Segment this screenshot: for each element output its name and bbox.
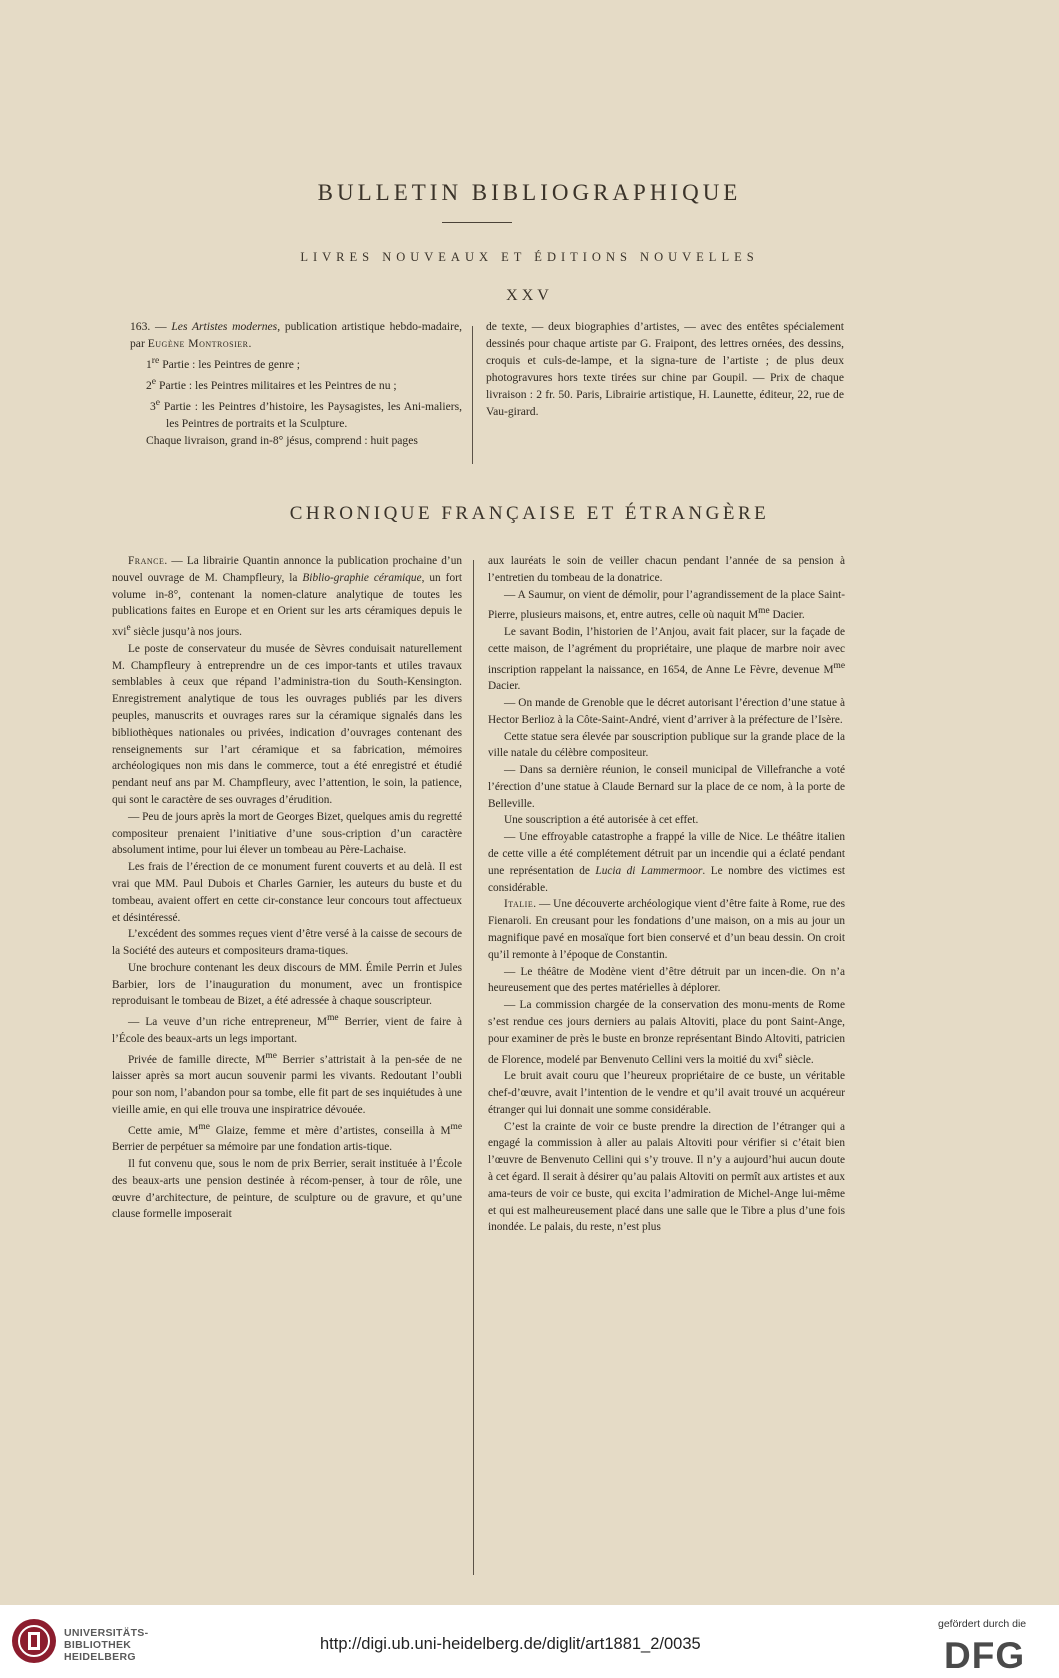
- paragraph: de texte, — deux biographies d’artistes, — avec des entêtes spécialement dessinés pour chaque artiste par G. Fraipont, des lettres ornées, des dessins, croquis et culs-de-lampe, et la signa-ture de l’artiste ; de plus deux photogravures hors texte tirées sur chine par Goupil. — Prix de chaque livraison : 2 fr. 50. Paris, Librairie artistique, H. Launette, éditeur, 22, rue de Vau-girard.: [486, 320, 844, 418]
- bulletin-title: BULLETIN BIBLIOGRAPHIQUE: [317, 180, 742, 205]
- paragraph: — Le théâtre de Modène vient d’être détruit par un incen-die. On n’a heureusement que des pertes matérielles à déplorer.: [488, 965, 845, 995]
- column-divider: [472, 326, 473, 464]
- paragraph: 1re Partie : les Peintres de genre ;: [146, 355, 301, 371]
- institution-name: [64, 1627, 148, 1663]
- university-seal-icon: [10, 1617, 58, 1665]
- paragraph: Le bruit avait couru que l’heureux propriétaire de ce buste, un véritable chef-d’œuvre, avait l’intention de le vendre et qu’il avait trouvé un acquéreur étranger qui lui donnait une somme considérable.: [488, 1070, 845, 1116]
- paragraph: — Dans sa dernière réunion, le conseil municipal de Villefranche a voté l’érection d’une statue à Claude Bernard sur la place de ce nom, à la porte de Belleville.: [488, 764, 845, 810]
- paragraph: — La commission chargée de la conservation des monu-ments de Rome s’est rendue ces jours derniers au palais Altoviti, place du pont Saint-Ange, pour examiner de près le buste en bronze représentant Bindo Altoviti, patricien de Florence, modelé par Benvenuto Cellini vers la moitié du xvi$^e$ siècle.: [488, 999, 845, 1066]
- paragraph: Privée de famille directe, $M^{me}$ Berrier s’attristait à la pen-sée de ne laisser après sa mort aucun souvenir parmi les vivants. Redoutant l’oubli pour son nom, l’abandon pour sa tombe, elle fit part de ses inquiétudes à une vieille amie, en qui elle trouva une inspiratrice dévouée.: [112, 1050, 462, 1116]
- paragraph: Il fut convenu que, sous le nom de prix Berrier, serait instituée à l’École des beaux-arts une pension destinée à récom-penser, à tour de rôle, une œuvre d’architecture, de peinture, de sculpture ou de gravure, et qu’une clause formelle imposerait: [112, 1157, 462, 1221]
- paragraph: 3e Partie : les Peintres d’histoire, les Paysagistes, les Ani-maliers, les Peintres de portraits et la Sculpture.: [150, 396, 462, 430]
- paragraph: Le poste de conservateur du musée de Sèvres conduisait naturellement M. Champfleury à entreprendre un de ces impor-tants et utiles travaux semblables à ceux que répand l’administra-tion du South-Kensington. Enregistrement analytique de tous les ouvrages publiés par les divers peuples, manuscrits et ouvrages rares sur la céramique signalés dans les bibliothèques nationales ou privées, indication d’ouvrages contenant des renseignements sur l’art céramique et sa fabrication, mémoires archéologiques non mis dans le commerce, tout a été enregistré et étudié pendant neuf ans par M. Champfleury, avec l’attention, le soin, la patience, qui sont le caractère de ses ouvrages d’érudition.: [112, 642, 462, 806]
- title-divider: [442, 222, 512, 223]
- bulletin-number: XXV: [506, 287, 553, 304]
- paragraph: Cette amie, $M^{me}$ Glaize, femme et mère d’artistes, conseilla à $M^{me}$ Berrier de perpétuer sa mémoire par une fondation artis-tique.: [112, 1121, 463, 1154]
- dfg-logo: DFG: [944, 1635, 1026, 1676]
- paragraph: L’excédent des sommes reçues vient d’être versé à la caisse de secours de la Société des auteurs et compositeurs drama-tiques.: [112, 928, 462, 958]
- paragraph: Chaque livraison, grand in-8° jésus, comprend : huit pages: [146, 433, 418, 447]
- institution-line: HEIDELBERG: [64, 1651, 136, 1663]
- paragraph: 2e Partie : les Peintres militaires et les Peintres de nu ;: [146, 375, 397, 392]
- bibliography-left-column: [130, 318, 462, 449]
- paragraph: C’est la crainte de voir ce buste prendre la direction de l’étranger qui a engagé la commission à aller au palais Altoviti pour vérifier si c’était bien l’œuvre de Benvenuto Cellini qui s’y trouve. Il n’y a aujourd’hui aucun doute à cet égard. Il serait à désirer qu’au palais Altoviti on permît aux artistes et aux ama-teurs de voir ce buste, qui excita l’admiration de Michel-Ange lui-même et qui est malheureusement placé dans une salle que le Tibre a plus d’une fois inondée. Le palais, du reste, n’est plus: [488, 1120, 845, 1234]
- permalink-url[interactable]: http://digi.ub.uni-heidelberg.de/diglit/art1881_2/0035: [320, 1635, 701, 1653]
- chronicle-title: CHRONIQUE FRANÇAISE ET ÉTRANGÈRE: [289, 503, 770, 524]
- bulletin-subtitle: LIVRES NOUVEAUX ET ÉDITIONS NOUVELLES: [300, 250, 759, 264]
- paragraph: — La veuve d’un riche entrepreneur, $M^{me}$ Berrier, vient de faire à l’École des beaux-arts un legs important.: [112, 1013, 463, 1045]
- paragraph: — A Saumur, on vient de démolir, pour l’agrandissement de la place Saint-Pierre, plusieurs maisons, et, entre autres, celle où naquit $M^{me}$ Dacier.: [488, 588, 845, 622]
- chronicle-left-column: [112, 553, 462, 1223]
- paragraph: France. — La librairie Quantin annonce la publication prochaine d’un nouvel ouvrage de M. Champfleury, la Biblio-graphie céramique, un fort volume in-8°, contenant la nomen-clature analytique de toutes les publications faites en Europe et en Orient sur les arts céramiques depuis le xvi$^e$ siècle jusqu’à nos jours.: [112, 555, 462, 638]
- paragraph: Une brochure contenant les deux discours de MM. Émile Perrin et Jules Barbier, lors de l’inauguration du monument, avec un frontispice reproduisant le tombeau de Bizet, a été adressée à chaque souscripteur.: [112, 961, 462, 1008]
- bibliography-right-column: [486, 318, 844, 420]
- paragraph: Italie. — Une découverte archéologique vient d’être faite à Rome, rue des Fienaroli. En creusant pour les fondations d’une maison, on a mis au jour un magnifique pavé en mosaïque fort bien conservé et d’un beau dessin. On croit qu’il remonte à l’époque de Constantin.: [488, 898, 845, 961]
- paragraph: — Une effroyable catastrophe a frappé la ville de Nice. Le théâtre italien de cette ville a été complétement détruit par un incendie qui a éclaté pendant une représentation de Lucia di Lammermoor. Le nombre des victimes est considérable.: [488, 831, 845, 894]
- funding-label: gefördert durch die: [938, 1618, 1027, 1630]
- paragraph: aux lauréats le soin de veiller chacun pendant l’année de sa pension à l’entretien du tombeau de la donatrice.: [488, 555, 845, 584]
- paragraph: Le savant Bodin, l’historien de l’Anjou, avait fait placer, sur la façade de cette maison, de l’agrément du propriétaire, une plaque de marbre noir avec inscription rappelant la naissance, en 1654, de Anne Le Fèvre, devenue $M^{me}$ Dacier.: [488, 625, 845, 693]
- paragraph: — On mande de Grenoble que le décret autorisant l’érection d’une statue à Hector Berlioz à la Côte-Saint-André, vient d’arriver à la préfecture de l’Isère.: [488, 696, 845, 726]
- paragraph: Les frais de l’érection de ce monument furent couverts et au delà. Il est vrai que MM. Paul Dubois et Charles Garnier, les auteurs du buste et du tombeau, avaient offert en cette cir-constance leur concours tout affectueux et désintéressé.: [112, 861, 462, 924]
- paragraph: 163. — Les Artistes modernes, publication artistique hebdo-madaire, par Eugène Montrosier.: [130, 320, 463, 350]
- institution-line: UNIVERSITÄTS-: [64, 1627, 149, 1639]
- paragraph: — Peu de jours après la mort de Georges Bizet, quelques amis du regretté compositeur prenaient l’initiative d’une sous-cription d’un caractère absolument intime, pour lui élever un tombeau au Père-Lachaise.: [112, 810, 462, 857]
- chronicle-right-column: [488, 553, 845, 1236]
- institution-line: BIBLIOTHEK: [64, 1639, 132, 1651]
- paragraph: Cette statue sera élevée par souscription publique sur la grande place de la ville natale du célèbre compositeur.: [488, 730, 845, 760]
- column-divider: [473, 560, 474, 1575]
- viewer-footer: [0, 1605, 1059, 1678]
- paragraph: Une souscription a été autorisée à cet effet.: [504, 814, 699, 827]
